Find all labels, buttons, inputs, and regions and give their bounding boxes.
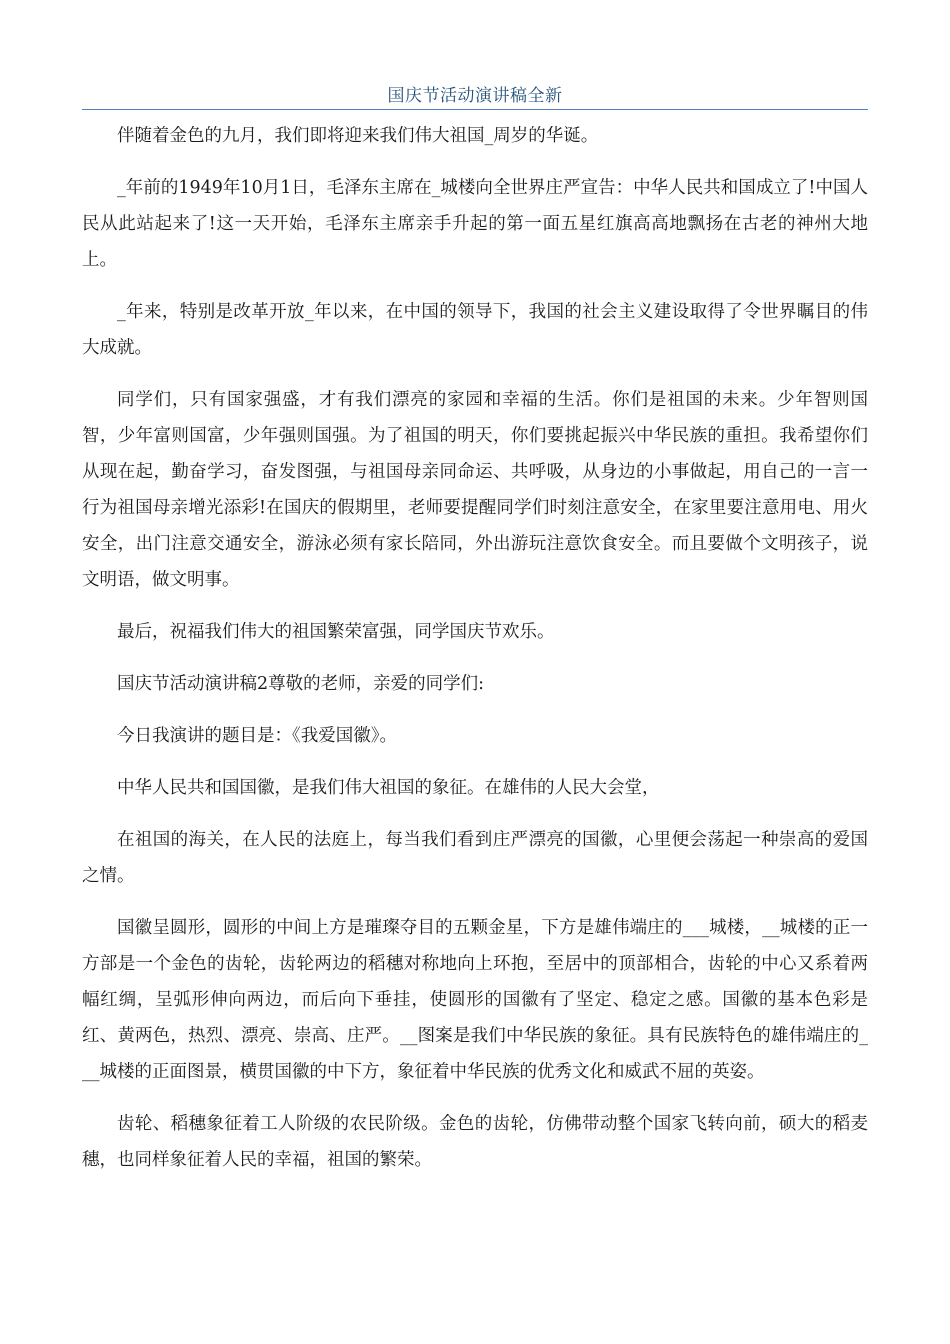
paragraph: _年前的1949年10月1日，毛泽东主席在_城楼向全世界庄严宣告：中华人民共和国成立了!中国人民从此站起来了!这一天开始，毛泽东主席亲手升起的第一面五星红旗高高地飘扬在古老的神州大地上。 — [82, 178, 868, 270]
document-title: 国庆节活动演讲稿全新 — [387, 86, 563, 106]
paragraph: 最后，祝福我们伟大的祖国繁荣富强，同学国庆节欢乐。 — [117, 622, 555, 642]
paragraph: 齿轮、稻穗象征着工人阶级的农民阶级。金色的齿轮，仿佛带动整个国家飞转向前，硕大的稻麦穗，也同样象征着人民的幸福，祖国的繁荣。 — [82, 1114, 868, 1170]
paragraph: 今日我演讲的题目是：《我爱国徽》。 — [117, 726, 397, 746]
page-header — [82, 78, 868, 110]
paragraph: 伴随着金色的九月，我们即将迎来我们伟大祖国_周岁的华诞。 — [117, 126, 599, 146]
document-body — [82, 118, 868, 1194]
paragraph: 国徽呈圆形，圆形的中间上方是璀璨夺目的五颗金星，下方是雄伟端庄的___城楼，__城楼的正一方部是一个金色的齿轮，齿轮两边的稻穗对称地向上环抱，至居中的顶部相合，齿轮的中心又系着两幅红绸，呈弧形伸向两边，而后向下垂挂，使圆形的国徽有了坚定、稳定之感。国徽的基本色彩是红、黄两色，热烈、漂亮、崇高、庄严。__图案是我们中华民族的象征。具有民族特色的雄伟端庄的___城楼的正面图景，横贯国徽的中下方，象征着中华民族的优秀文化和威武不屈的英姿。 — [82, 918, 868, 1082]
paragraph: _年来，特别是改革开放_年以来，在中国的领导下，我国的社会主义建设取得了令世界瞩目的伟大成就。 — [82, 302, 868, 358]
paragraph: 国庆节活动演讲稿2尊敬的老师，亲爱的同学们: — [117, 674, 485, 694]
paragraph: 同学们，只有国家强盛，才有我们漂亮的家园和幸福的生活。你们是祖国的未来。少年智则国智，少年富则国富，少年强则国强。为了祖国的明天，你们要挑起振兴中华民族的重担。我希望你们从现在起，勤奋学习，奋发图强，与祖国母亲同命运、共呼吸，从身边的小事做起，用自己的一言一行为祖国母亲增光添彩!在国庆的假期里，老师要提醒同学们时刻注意安全，在家里要注意用电、用火安全，出门注意交通安全，游泳必须有家长陪同，外出游玩注意饮食安全。而且要做个文明孩子，说文明语，做文明事。 — [82, 390, 868, 590]
paragraph: 中华人民共和国国徽，是我们伟大祖国的象征。在雄伟的人民大会堂， — [117, 778, 660, 798]
paragraph: 在祖国的海关，在人民的法庭上，每当我们看到庄严漂亮的国徽，心里便会荡起一种崇高的爱国之情。 — [82, 830, 868, 886]
